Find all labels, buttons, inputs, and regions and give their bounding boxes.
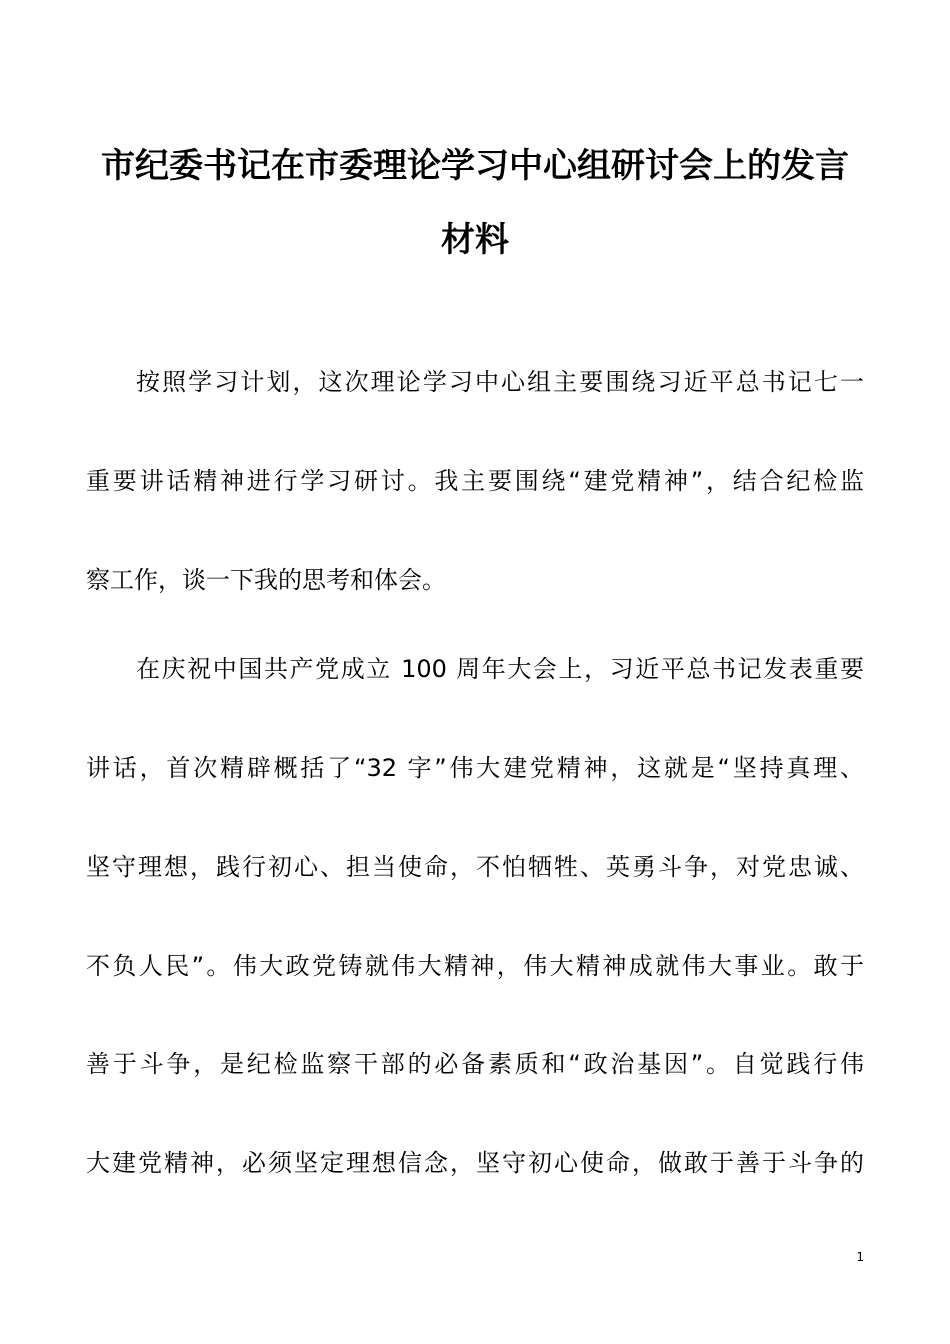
paragraph-1-line-1: 按照学习计划，这次理论学习中心组主要围绕习近平总书记七一	[136, 368, 864, 396]
paragraph-1-line-3: 察工作，谈一下我的思考和体会。	[86, 566, 446, 594]
document-title-line-1: 市纪委书记在市委理论学习中心组研讨会上的发言	[101, 146, 849, 186]
paragraph-2-line-4: 不负人民”。伟大政党铸就伟大精神，伟大精神成就伟大事业。敢于	[86, 952, 864, 980]
paragraph-2-line-6: 大建党精神，必须坚定理想信念，坚守初心使命，做敢于善于斗争的	[86, 1149, 864, 1177]
paragraph-2-line-2: 讲话，首次精辟概括了“32 字”伟大建党精神，这就是“坚持真理、	[86, 754, 864, 782]
paragraph-2-line-5: 善于斗争，是纪检监察干部的必备素质和“政治基因”。自觉践行伟	[86, 1050, 864, 1078]
paragraph-1-line-2: 重要讲话精神进行学习研讨。我主要围绕“建党精神”，结合纪检监	[86, 467, 864, 495]
page-number: 1	[856, 1250, 864, 1264]
paragraph-2-line-1: 在庆祝中国共产党成立 100 周年大会上，习近平总书记发表重要	[136, 655, 864, 683]
paragraph-2-line-3: 坚守理想，践行初心、担当使命，不怕牺牲、英勇斗争，对党忠诚、	[86, 853, 864, 881]
document-title-line-2: 材料	[441, 220, 509, 260]
